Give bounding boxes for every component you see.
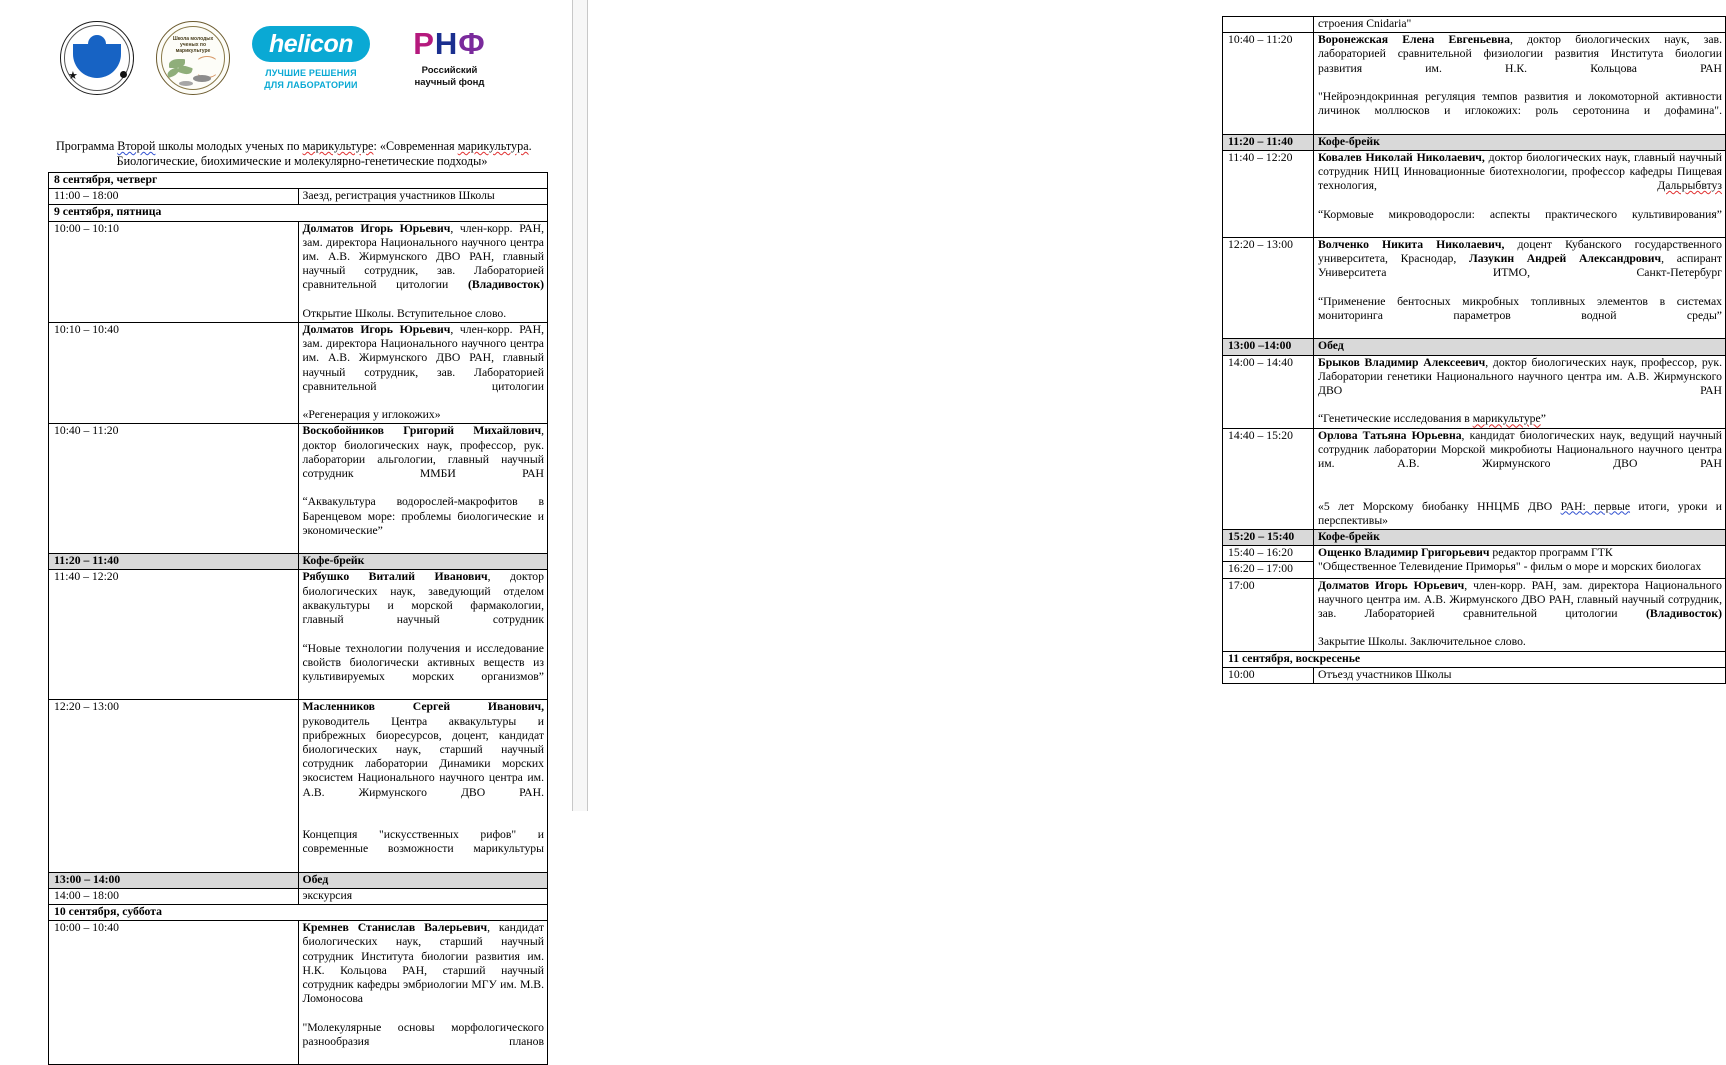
rnf-mark-f: Ф bbox=[458, 26, 486, 61]
title-part-f: марикультура bbox=[457, 139, 529, 153]
speaker-block bbox=[303, 323, 545, 408]
title-part-e: : «Современная bbox=[373, 139, 458, 153]
day-header-label: 10 сентября, суббота bbox=[49, 904, 548, 920]
speaker-block bbox=[1318, 151, 1722, 208]
school-emblem-line1: Школа молодых bbox=[172, 36, 214, 42]
row-content bbox=[298, 700, 548, 872]
row-content bbox=[298, 424, 548, 554]
speaker-name: Воскобойников Григорий Михайлович bbox=[302, 424, 542, 438]
talk-note-part-b: итоги, уроки и перспективы» bbox=[1318, 499, 1722, 527]
row-time: 12:20 – 13:00 bbox=[1223, 238, 1314, 339]
speaker-name: Орлова Татьяна Юрьевна bbox=[1318, 428, 1462, 442]
table-row-continuation bbox=[1223, 17, 1726, 33]
program-table-page1 bbox=[48, 172, 548, 1065]
row-time: 10:40 – 11:20 bbox=[49, 424, 299, 554]
break-row bbox=[1223, 339, 1726, 355]
logo-band bbox=[60, 12, 540, 104]
speaker-affiliation: руководитель Центра аквакультуры и прибрежных биоресурсов, доцент, кандидат биологических наук, старший научный сотрудник лаборатории Динамики морских экосистем Национального научного центра им. А.В. Жирмунского ДВО РАН. bbox=[302, 714, 544, 799]
title-part-a: Программа bbox=[56, 139, 118, 153]
talk-note: Концепция "искусственных рифов" и современные возможности марикультуры bbox=[302, 827, 544, 856]
row-time: 11:20 – 11:40 bbox=[1223, 134, 1314, 150]
speaker-block bbox=[303, 222, 545, 307]
row-content: Кофе-брейк bbox=[1314, 134, 1726, 150]
emblem-dot bbox=[120, 71, 127, 78]
helicon-tagline-line2: ДЛЯ ЛАБОРАТОРИИ bbox=[264, 79, 358, 90]
speaker-affiliation: , доктор биологических наук, профессор, рук. Лаборатории генетики Национального научного центра им. А.В. Жирмунского ДВО РАН bbox=[1318, 355, 1722, 398]
table-row bbox=[49, 221, 548, 322]
speaker-affiliation: , доктор биологических наук, заведующий отделом аквакультуры и морской фармакологии, главный научный сотрудник bbox=[302, 570, 544, 627]
day-header-label: 8 сентября, четверг bbox=[49, 173, 548, 189]
rnf-label bbox=[392, 65, 507, 89]
speaker-affiliation: доктор биологических наук, главный научный сотрудник НИЦ Инновационные биотехнологии, профессор кафедры Пищевая технология, bbox=[1318, 150, 1723, 193]
talk-note: "Молекулярные основы морфологического разнообразия планов bbox=[302, 1020, 544, 1048]
title-part-c: школы молодых ученых по bbox=[155, 139, 303, 153]
speaker-city: (Владивосток) bbox=[1645, 606, 1722, 620]
row-time: 10:10 – 10:40 bbox=[49, 323, 299, 424]
day-header-row bbox=[49, 904, 548, 920]
speaker-affiliation: , кандидат биологических наук, ведущий научный сотрудник лаборатории Морской микробиоты Национального научного центра им. А.В. Жирмунского ДВО РАН bbox=[1318, 428, 1722, 471]
school-emblem-fish-icon bbox=[179, 81, 193, 86]
talk-note: "Общественное Телевидение Приморья" - фильм о море и морских биологах bbox=[1318, 560, 1702, 574]
table-row bbox=[49, 570, 548, 700]
helicon-wordmark: helicon bbox=[252, 26, 370, 62]
speaker-affiliation: , член-корр. РАН, зам. директора Национального научного центра им. А.В. Жирмунского ДВО РАН, главный научный сотрудник, зав. Лабораторией сравнительной цитологии bbox=[302, 221, 544, 292]
page-right bbox=[588, 0, 1723, 811]
speaker-name: Волченко Никита Николаевич, bbox=[1318, 238, 1505, 252]
speaker-name: Брыков Владимир Алексеевич bbox=[1318, 355, 1486, 369]
talk-note: “Применение бентосных микробных топливных элементов в системах мониторинга параметров водной среды” bbox=[1318, 294, 1722, 323]
speaker-name-secondary: Лазукин Андрей Александрович bbox=[1469, 252, 1662, 266]
speaker-name: Ковалев Николай Николаевич, bbox=[1318, 150, 1485, 164]
school-emblem-icon bbox=[156, 21, 230, 95]
school-emblem-fish-icon bbox=[193, 75, 211, 82]
speaker-affiliation: доцент Кубанского государственного университета, Краснодар, bbox=[1318, 238, 1722, 266]
speaker-affiliation: , кандидат биологических наук, старший научный сотрудник Института биологии развития им. Н.К. Кольцова РАН, старший научный сотрудник кафедры эмбриологии МГУ им. М.В. Ломоносова bbox=[302, 921, 544, 1006]
rnf-mark-p: Р bbox=[413, 26, 435, 61]
title-part-g: . bbox=[528, 139, 532, 153]
row-content: Заезд, регистрация участников Школы bbox=[298, 189, 548, 205]
rnf-mark bbox=[392, 27, 507, 61]
page-title bbox=[52, 139, 552, 168]
row-time: 10:00 – 10:10 bbox=[49, 221, 299, 322]
day-header-row bbox=[49, 173, 548, 189]
school-emblem-line3: марикультуре bbox=[175, 48, 211, 54]
row-time: 14:00 – 14:40 bbox=[1223, 355, 1314, 428]
talk-note: “Кормовые микроводоросли: аспекты практического культивирования” bbox=[1318, 207, 1722, 221]
talk-note: “Аквакультура водорослей-макрофитов в Баренцевом море: проблемы биологические и экономические” bbox=[302, 495, 544, 537]
row-time: 14:40 – 15:20 bbox=[1223, 428, 1314, 529]
talk-note bbox=[1318, 500, 1722, 528]
row-content: Обед bbox=[298, 872, 548, 888]
row-content: Кофе-брейк bbox=[1314, 529, 1726, 545]
speaker-block bbox=[303, 921, 545, 1020]
day-header-label: 11 сентября, воскресенье bbox=[1223, 651, 1726, 667]
table-row bbox=[1223, 150, 1726, 237]
table-row bbox=[1223, 667, 1726, 683]
row-content bbox=[1314, 33, 1726, 134]
table-row bbox=[49, 700, 548, 872]
rnf-label-line2: научный фонд bbox=[414, 77, 485, 88]
talk-note-part-a: “Генетические исследования в bbox=[1318, 412, 1473, 426]
row-content bbox=[1314, 150, 1726, 237]
spacer-line bbox=[303, 814, 545, 828]
row-content: строения Cnidaria" bbox=[1314, 17, 1726, 33]
speaker-block bbox=[1318, 429, 1722, 486]
rnf-mark-n: Н bbox=[434, 26, 459, 61]
row-time: 10:40 – 11:20 bbox=[1223, 33, 1314, 134]
nnmbc-emblem-icon bbox=[60, 21, 134, 95]
row-content: Кофе-брейк bbox=[298, 554, 548, 570]
row-content bbox=[298, 570, 548, 700]
row-time: 13:00 – 14:00 bbox=[49, 872, 299, 888]
speaker-name: Долматов Игорь Юрьевич bbox=[302, 323, 451, 337]
table-row bbox=[49, 921, 548, 1065]
speaker-block bbox=[1318, 238, 1722, 295]
title-part-d: марикультуре bbox=[302, 139, 374, 153]
helicon-logo bbox=[252, 26, 370, 91]
speaker-name: Ощенко Владимир Григорьевич bbox=[1318, 546, 1490, 560]
speaker-name: Долматов Игорь Юрьевич bbox=[302, 221, 451, 235]
speaker-affiliation: , доктор биологических наук, зав. лабораторией сравнительной физиологии развития Института биологии развития им. Н.К. Кольцова РАН bbox=[1318, 33, 1723, 75]
title-part-b: Второй bbox=[117, 139, 156, 153]
talk-note-spellcheck: РАН: первые bbox=[1560, 499, 1631, 513]
talk-note bbox=[1318, 412, 1722, 426]
table-row bbox=[1223, 546, 1726, 562]
table-row bbox=[49, 323, 548, 424]
page-left bbox=[0, 0, 572, 1048]
speaker-block bbox=[1318, 33, 1722, 90]
table-row bbox=[1223, 238, 1726, 339]
rnf-logo bbox=[392, 27, 507, 89]
speaker-name: Кремнев Станислав Валерьевич bbox=[302, 921, 488, 935]
helicon-tagline-line1: ЛУЧШИЕ РЕШЕНИЯ bbox=[265, 67, 357, 78]
row-time: 11:20 – 11:40 bbox=[49, 554, 299, 570]
school-emblem-text bbox=[157, 36, 229, 54]
page-title-line2: Биологические, биохимические и молекулярно-генетические подходы» bbox=[116, 153, 488, 168]
row-content bbox=[298, 221, 548, 322]
break-row bbox=[49, 872, 548, 888]
page-separator bbox=[572, 0, 588, 811]
row-content bbox=[298, 323, 548, 424]
program-table-body-page2 bbox=[1223, 17, 1726, 684]
speaker-affiliation: редактор программ ГТК bbox=[1489, 546, 1613, 560]
row-content-merged bbox=[1314, 546, 1726, 578]
row-content bbox=[298, 921, 548, 1065]
speaker-name: Воронежская Елена Евгеньевна bbox=[1318, 33, 1510, 47]
program-table-body-page1 bbox=[49, 173, 548, 1065]
row-time: 12:20 – 13:00 bbox=[49, 700, 299, 872]
row-content: экскурсия bbox=[298, 888, 548, 904]
talk-note: “Новые технологии получения и исследование свойств биологически активных веществ из культивируемых морских организмов” bbox=[302, 641, 544, 683]
speaker-affiliation-secondary: , аспирант Университета ИТМО, Санкт-Петербург bbox=[1318, 252, 1722, 280]
row-time: 17:00 bbox=[1223, 578, 1314, 651]
talk-note-part-b: ” bbox=[1540, 412, 1546, 426]
speaker-block bbox=[1318, 546, 1722, 560]
talk-note-part-a: «5 лет Морскому биобанку ННЦМБ ДВО bbox=[1318, 499, 1561, 513]
talk-note: "Нейроэндокринная регуляция темпов развития и локомоторной активности личинок моллюсков и иглокожих: роль серотонина и дофамина". bbox=[1318, 90, 1722, 118]
day-header-row bbox=[1223, 651, 1726, 667]
row-content: Обед bbox=[1314, 339, 1726, 355]
table-row bbox=[1223, 355, 1726, 428]
speaker-affiliation: , член-корр. РАН, зам. директора Национального научного центра им. А.В. Жирмунского ДВО РАН, главный научный сотрудник, зав. Лабораторией сравнительной цитологии bbox=[1318, 578, 1722, 620]
table-row bbox=[49, 888, 548, 904]
row-content bbox=[1314, 355, 1726, 428]
speaker-city: (Владивосток) bbox=[467, 278, 544, 292]
table-row bbox=[49, 189, 548, 205]
row-time: 16:20 – 17:00 bbox=[1223, 562, 1314, 578]
speaker-name: Масленников Сергей Иванович, bbox=[302, 700, 544, 714]
row-content: Отъезд участников Школы bbox=[1314, 667, 1726, 683]
row-content bbox=[1314, 238, 1726, 339]
day-header-row bbox=[49, 205, 548, 221]
talk-note: Открытие Школы. Вступительное слово. bbox=[302, 306, 507, 320]
speaker-block bbox=[1318, 579, 1722, 636]
break-row bbox=[1223, 529, 1726, 545]
speaker-block bbox=[1318, 356, 1722, 413]
speaker-affiliation: , член-корр. РАН, зам. директора Национального научного центра им. А.В. Жирмунского ДВО РАН, главный научный сотрудник, зав. Лабораторией сравнительной цитологии bbox=[302, 323, 544, 393]
speaker-name: Долматов Игорь Юрьевич bbox=[1318, 578, 1465, 592]
program-table-page2 bbox=[1222, 16, 1726, 684]
row-time: 11:40 – 12:20 bbox=[1223, 150, 1314, 237]
row-time: 15:20 – 15:40 bbox=[1223, 529, 1314, 545]
row-content bbox=[1314, 428, 1726, 529]
day-header-label: 9 сентября, пятница bbox=[49, 205, 548, 221]
row-time bbox=[1223, 17, 1314, 33]
table-row bbox=[1223, 578, 1726, 651]
speaker-name: Рябушко Виталий Иванович bbox=[302, 570, 488, 584]
speaker-affiliation-spellcheck: Дальрыбвтуз bbox=[1657, 179, 1722, 193]
speaker-block bbox=[303, 424, 545, 495]
table-row bbox=[49, 424, 548, 554]
speaker-block bbox=[303, 700, 545, 814]
row-time: 10:00 bbox=[1223, 667, 1314, 683]
talk-note-spellcheck: марикультуре bbox=[1472, 412, 1541, 426]
school-emblem-line2: ученых по bbox=[180, 42, 206, 48]
spacer-line bbox=[1318, 486, 1722, 500]
emblem-star-icon: ★ bbox=[68, 70, 78, 82]
speaker-block bbox=[303, 570, 545, 641]
row-time: 10:00 – 10:40 bbox=[49, 921, 299, 1065]
row-time: 13:00 –14:00 bbox=[1223, 339, 1314, 355]
row-time: 11:40 – 12:20 bbox=[49, 570, 299, 700]
helicon-tagline bbox=[252, 67, 370, 91]
rnf-label-line1: Российский bbox=[421, 65, 478, 76]
row-content bbox=[1314, 578, 1726, 651]
row-time: 14:00 – 18:00 bbox=[49, 888, 299, 904]
row-time: 11:00 – 18:00 bbox=[49, 189, 299, 205]
talk-note: «Регенерация у иглокожих» bbox=[302, 408, 441, 422]
break-row bbox=[49, 554, 548, 570]
table-row bbox=[1223, 33, 1726, 134]
row-time: 15:40 – 16:20 bbox=[1223, 546, 1314, 562]
table-row bbox=[1223, 428, 1726, 529]
talk-note: Закрытие Школы. Заключительное слово. bbox=[1318, 635, 1526, 649]
page-title-line1 bbox=[52, 139, 552, 154]
break-row bbox=[1223, 134, 1726, 150]
speaker-affiliation: , доктор биологических наук, профессор, рук. лаборатории альгологии, главный научный сотрудник ММБИ РАН bbox=[302, 424, 544, 481]
